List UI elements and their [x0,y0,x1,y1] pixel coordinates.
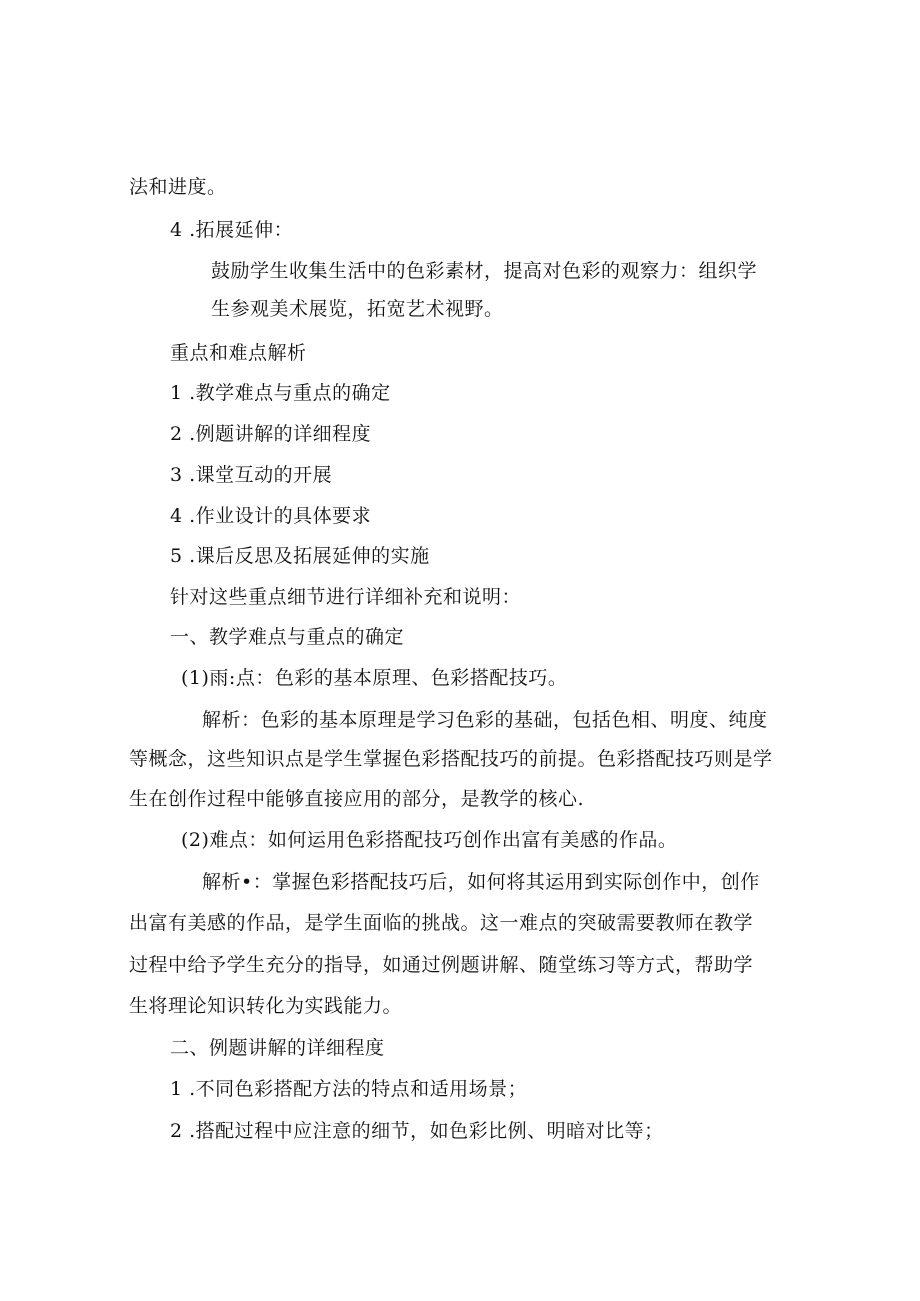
text-line: 解析：色彩的基本原理是学习色彩的基础，包括色相、明度、纯度 [202,709,768,731]
text-line: 生参观美术展览，拓宽艺术视野。 [211,298,504,320]
text-line: 生将理论知识转化为实践能力。 [129,995,403,1017]
section-heading: 二、例题讲解的详细程度 [170,1037,385,1059]
text-line: (2)难点：如何运用色彩搭配技巧创作出富有美感的作品。 [181,829,678,851]
section-heading: 重点和难点解析 [170,342,307,364]
text-line: 4 .拓展延伸： [170,219,294,241]
text-line: 法和进度。 [129,176,227,198]
text-line: 过程中给予学生充分的指导，如通过例题讲解、随堂练习等方式，帮助学 [129,954,754,976]
text-line: 出富有美感的作品，是学生面临的挑战。这一难点的突破需要教师在教学 [129,912,754,934]
list-item: 3 .课堂互动的开展 [170,464,333,486]
list-item: 2 .例题讲解的详细程度 [170,423,372,445]
list-item: 2 .搭配过程中应注意的细节，如色彩比例、明暗对比等； [170,1120,664,1142]
text-line: 针对这些重点细节进行详细补充和说明： [170,586,522,608]
text-line: 生在创作过程中能够直接应用的部分，是教学的核心. [129,788,585,810]
list-item: 1 .不同色彩搭配方法的特点和适用场景； [170,1078,528,1100]
text-line: 鼓励学生收集生活中的色彩素材，提高对色彩的观察力：组织学 [211,260,758,282]
list-item: 4 .作业设计的具体要求 [170,505,372,527]
list-item: 1 .教学难点与重点的确定 [170,382,391,404]
text-line: 等概念，这些知识点是学生掌握色彩搭配技巧的前提。色彩搭配技巧则是学 [129,748,773,770]
section-heading: 一、教学难点与重点的确定 [170,626,405,648]
text-line: 解析•：掌握色彩搭配技巧后，如何将其运用到实际创作中，创作 [202,871,760,893]
text-line: (1)雨:点：色彩的基本原理、色彩搭配技巧。 [181,667,568,689]
list-item: 5 .课后反思及拓展延伸的实施 [170,545,430,567]
